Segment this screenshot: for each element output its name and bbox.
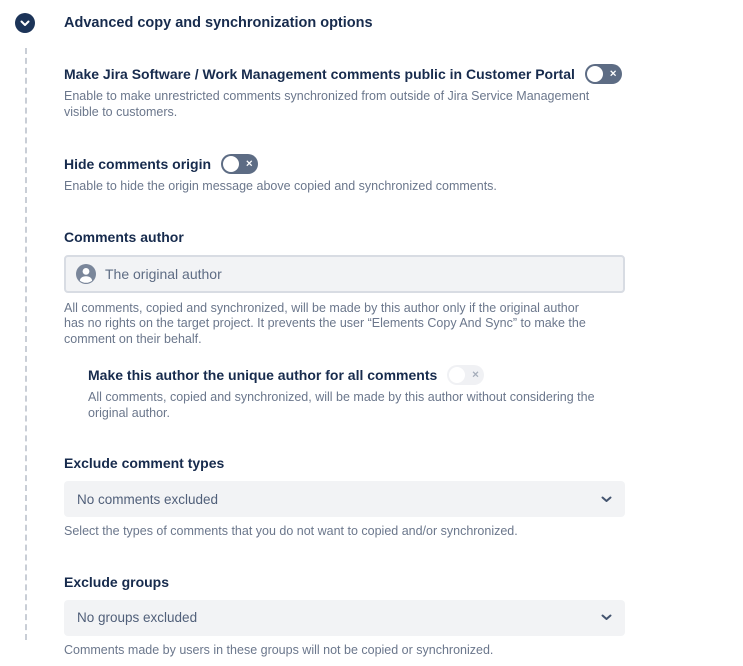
- portal-comments-toggle[interactable]: [585, 64, 622, 84]
- hide-origin-description: Enable to hide the origin message above copied and synchronized comments.: [64, 179, 497, 193]
- user-avatar-icon: [76, 264, 96, 284]
- portal-comments-label: Make Jira Software / Work Management comments public in Customer Portal: [64, 66, 575, 82]
- comments-author-select[interactable]: [64, 255, 625, 293]
- section-title: Advanced copy and synchronization options: [64, 15, 373, 31]
- chevron-down-icon: [20, 20, 30, 27]
- setting-hide-origin: [64, 154, 625, 195]
- exclude-groups-label: Exclude groups: [64, 573, 170, 590]
- toggle-off-icon: ✕: [471, 369, 480, 380]
- comments-author-label: Comments author: [64, 228, 184, 245]
- unique-author-label: Make this author the unique author for all comments: [88, 367, 438, 383]
- collapse-section-button[interactable]: [15, 13, 35, 33]
- exclude-groups-dropdown[interactable]: [64, 600, 625, 636]
- section-guide-line: [25, 48, 27, 640]
- unique-author-toggle[interactable]: [447, 365, 484, 385]
- exclude-comment-types-dropdown[interactable]: [64, 481, 625, 517]
- hide-origin-toggle[interactable]: [221, 154, 258, 174]
- exclude-groups-description: Comments made by users in these groups will not be copied or synchronized.: [64, 642, 494, 657]
- toggle-knob: [223, 156, 239, 172]
- chevron-down-icon: [601, 614, 612, 621]
- exclude-groups-value: No groups excluded: [77, 610, 198, 625]
- unique-author-description: All comments, copied and synchronized, will be made by this author without considering the original author.: [88, 390, 595, 420]
- chevron-down-icon: [601, 496, 612, 503]
- comments-author-description: All comments, copied and synchronized, will be made by this author only if the original author has no rights on the target project. It prevents the user “Elements Copy And Sync” to make the comment on their behalf.: [64, 300, 586, 346]
- exclude-comment-types-label: Exclude comment types: [64, 455, 225, 471]
- setting-unique-author: [88, 365, 625, 421]
- toggle-off-icon: ✕: [609, 68, 617, 79]
- setting-portal-comments: [64, 64, 625, 120]
- toggle-off-icon: ✕: [245, 158, 254, 169]
- hide-origin-label: Hide comments origin: [64, 156, 212, 172]
- exclude-comment-types-value: No comments excluded: [77, 491, 219, 507]
- setting-comments-author: [64, 227, 625, 422]
- toggle-knob: [449, 367, 465, 383]
- toggle-knob: [587, 66, 603, 82]
- setting-exclude-groups: [64, 572, 625, 659]
- advanced-options-panel: [64, 0, 625, 658]
- setting-exclude-comment-types: [64, 453, 625, 540]
- exclude-comment-types-description: Select the types of comments that you do not want to copied and/or synchronized.: [64, 524, 518, 538]
- comments-author-value: The original author: [105, 265, 222, 282]
- portal-comments-description: Enable to make unrestricted comments synchronized from outside of Jira Service Management visible to customers.: [64, 89, 590, 119]
